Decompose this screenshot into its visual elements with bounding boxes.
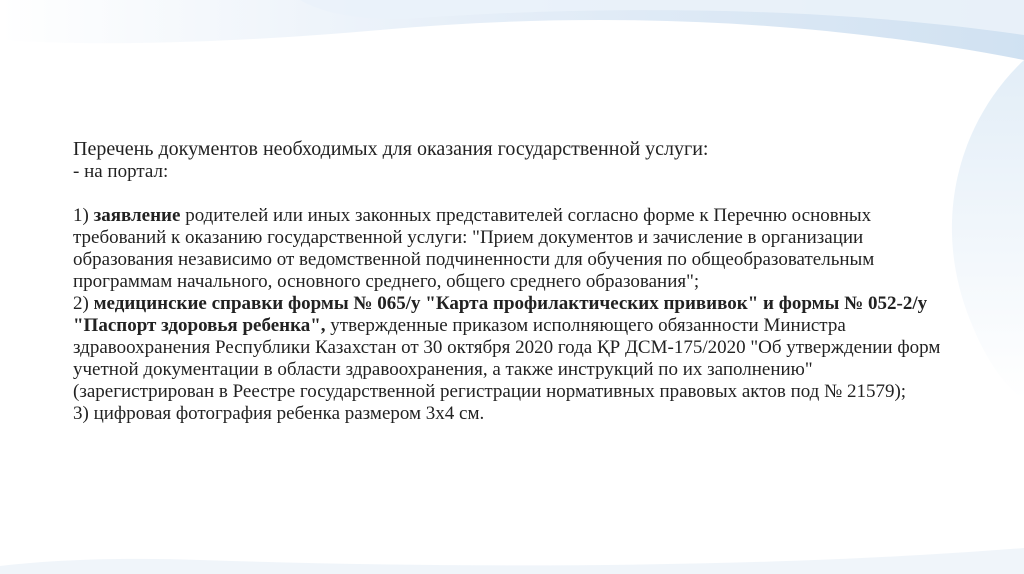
document-body	[73, 138, 953, 425]
item-text: родителей или иных законных представителей согласно форме к Перечню основных требований к оказанию государственной услуги: "Прием документов и зачисление в организации образования независимо от ведомственной подчиненности для обучения по общеобразовательным программам начального, основного среднего, общего среднего образования";	[73, 205, 875, 292]
bottom-wave	[0, 548, 1024, 574]
item-bold-text: медицинские справки формы № 065/у "Карта профилактических прививок" и формы № 052-2/у "Паспорт здоровья ребенка",	[73, 293, 928, 336]
item-number: 2)	[73, 293, 89, 314]
right-wave	[952, 60, 1024, 400]
item-bold-text: заявление	[93, 205, 181, 226]
document-subheading: - на портал:	[73, 161, 169, 182]
list-item	[73, 293, 953, 403]
list-item	[73, 403, 953, 425]
item-number: 1)	[73, 205, 89, 226]
list-item	[73, 205, 953, 293]
item-number: 3)	[73, 403, 89, 424]
item-text: утвержденные приказом исполняющего обязанности Министра здравоохранения Республики Казахстан от 30 октября 2020 года ҚР ДСМ-175/2020 "Об утверждении форм учетной документации в области здравоохранения, а также инструкций по их заполнению" (зарегистрирован в Реестре государственной регистрации нормативных правовых актов под № 21579);	[73, 315, 941, 402]
item-text: цифровая фотография ребенка размером 3х4 см.	[93, 403, 485, 424]
document-heading: Перечень документов необходимых для оказания государственной услуги:	[73, 138, 709, 160]
